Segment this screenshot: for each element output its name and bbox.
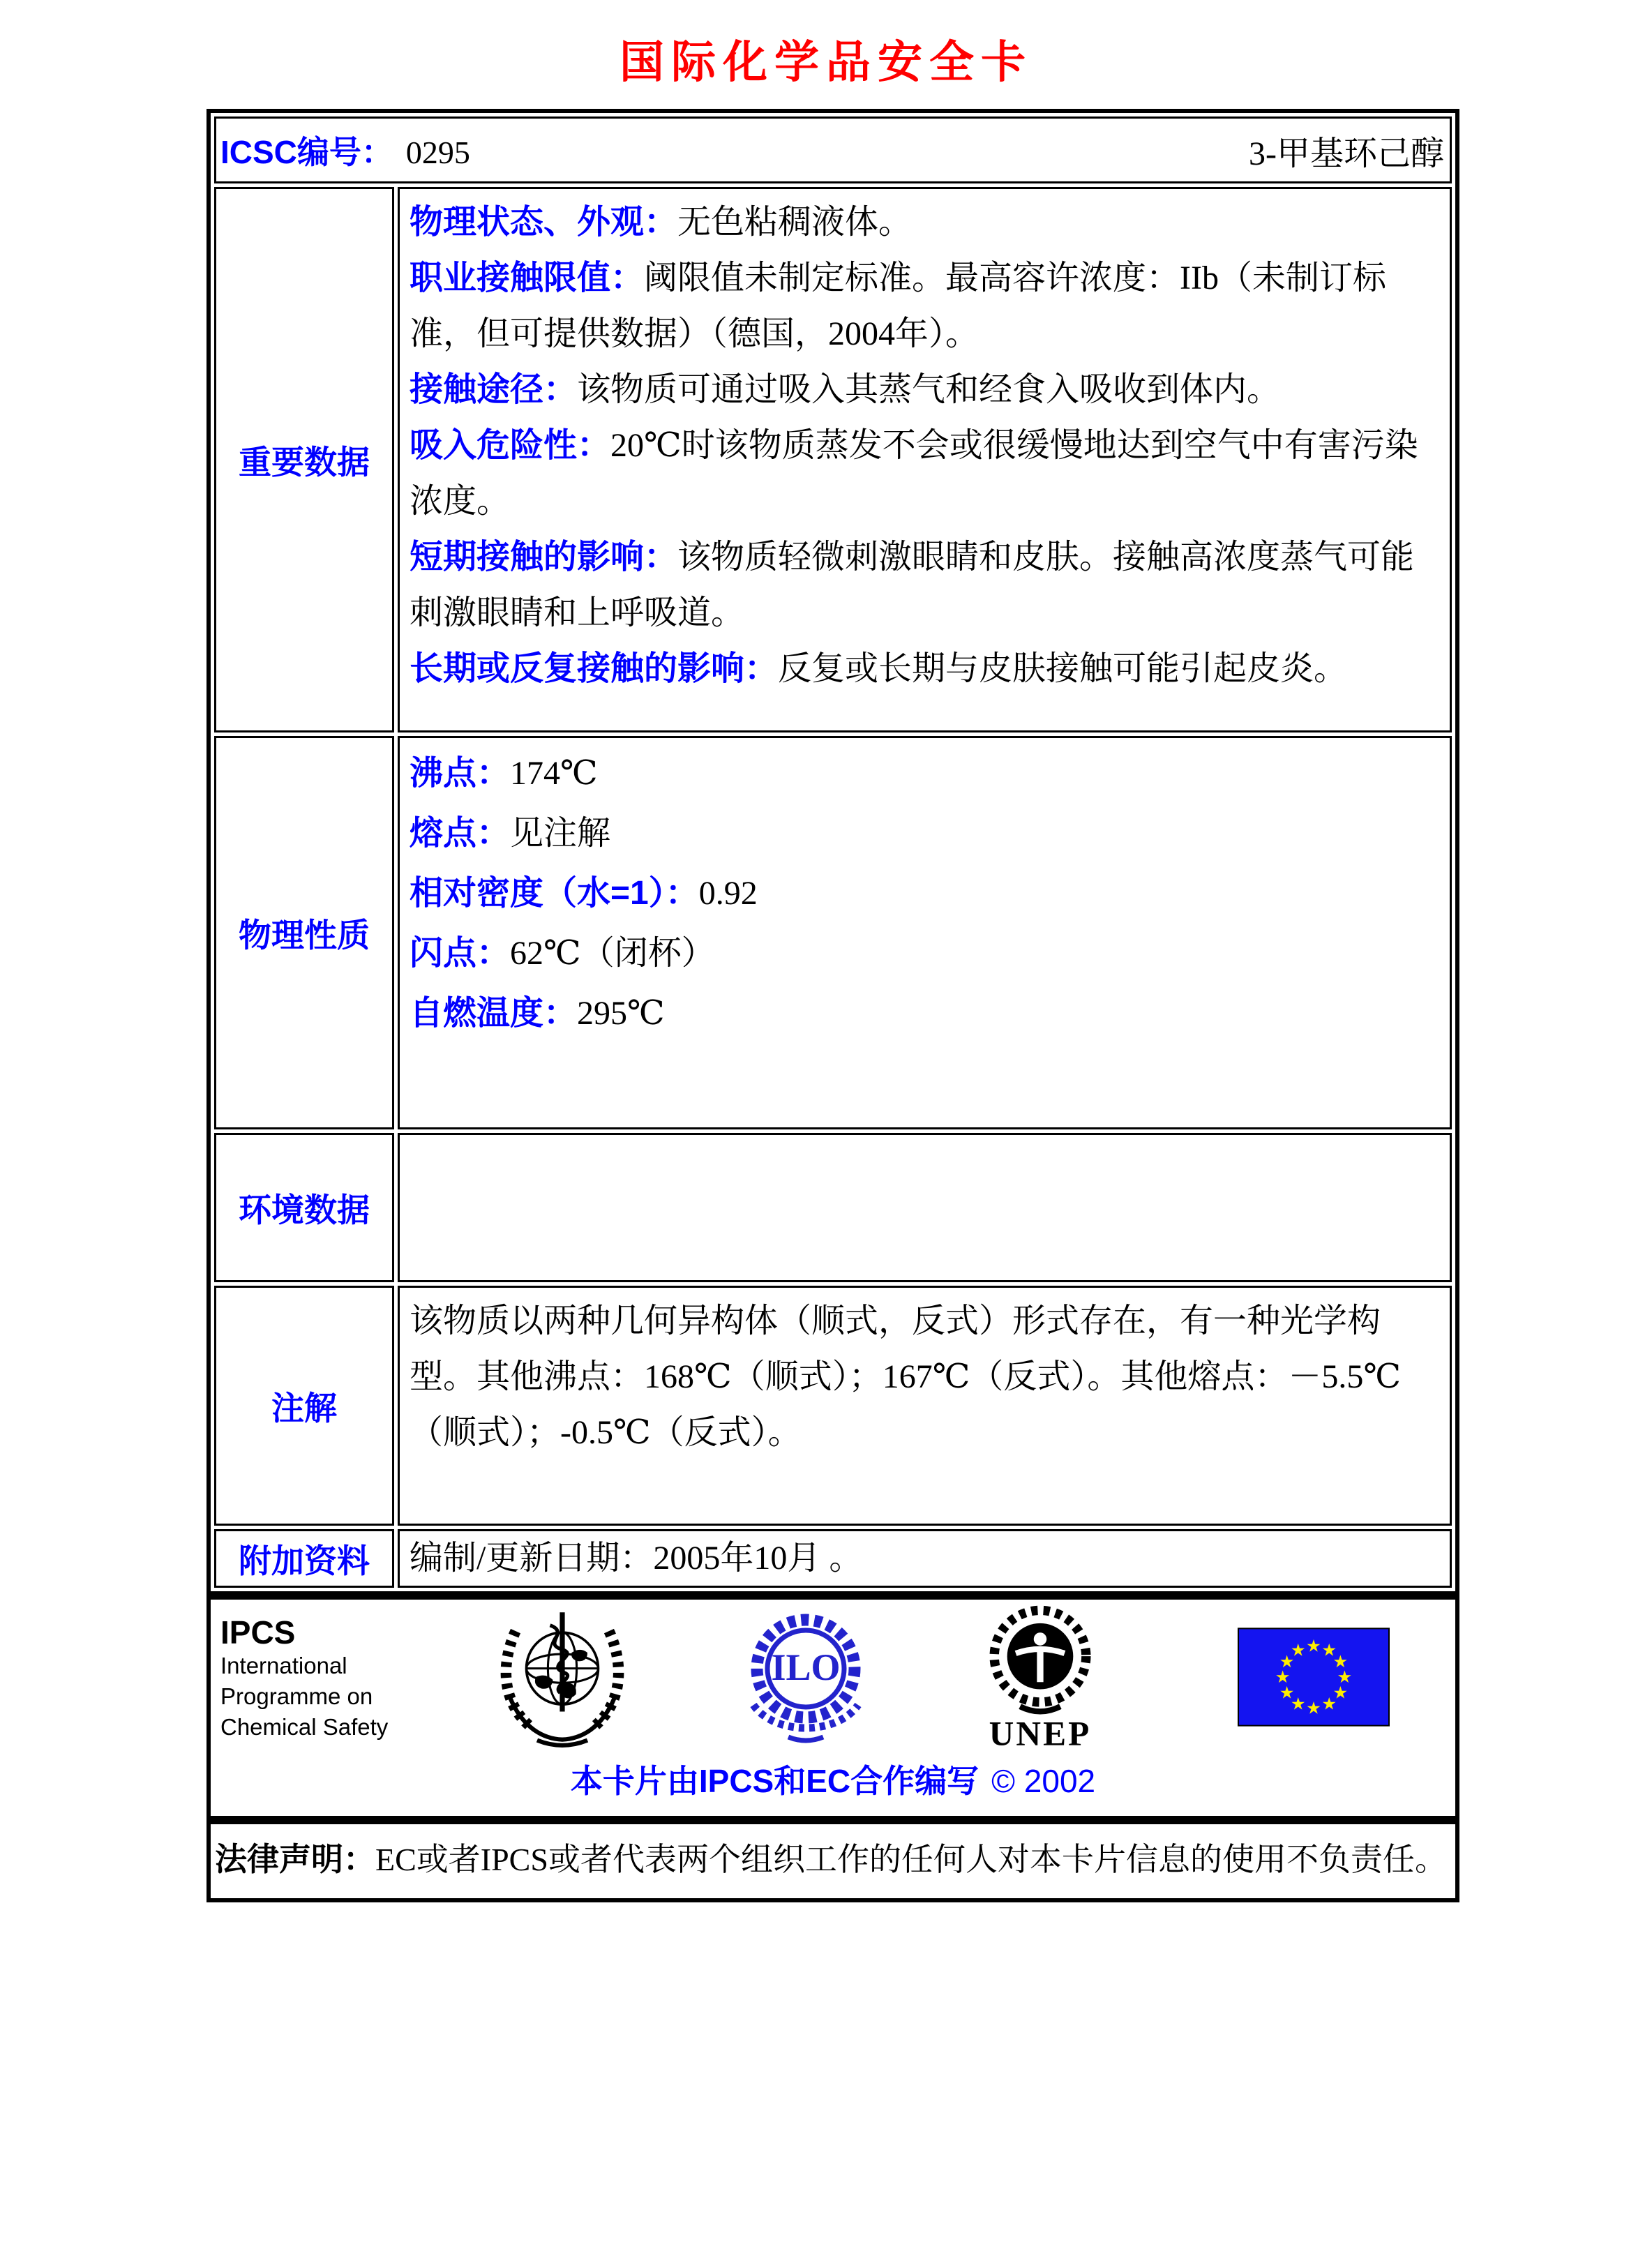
svg-text:★: ★ (1337, 1667, 1353, 1687)
ipcs-title: IPCS (220, 1614, 296, 1651)
svg-text:★: ★ (1332, 1651, 1349, 1671)
caption-text: 本卡片由IPCS和EC合作编写 (570, 1763, 979, 1799)
field-long-term-effects (410, 641, 1440, 697)
field-physical-state (410, 195, 1440, 250)
field-key: 职业接触限值： (410, 260, 645, 296)
physical-properties-content (398, 736, 1452, 1129)
field-melting-point (410, 804, 1440, 864)
field-value: 0.92 (698, 875, 758, 912)
field-value: 174℃ (510, 755, 598, 792)
icsc-number-label: ICSC编号： (220, 134, 393, 170)
notes-content: 该物质以两种几何异构体（顺式，反式）形式存在，有一种光学构型。其他沸点：168℃（顺式）；167℃（反式）。其他熔点：－5.5℃（顺式）；-0.5℃（反式）。 (398, 1286, 1452, 1526)
important-data-content (398, 187, 1452, 732)
unep-logo-text: UNEP (989, 1714, 1092, 1752)
physical-properties-label: 物理性质 (214, 736, 394, 1129)
field-occupational-limits (410, 250, 1440, 362)
svg-text:★: ★ (1321, 1640, 1337, 1660)
field-inhalation-risk (410, 418, 1440, 529)
icsc-number-group (220, 127, 470, 173)
svg-text:★: ★ (1332, 1682, 1349, 1702)
icsc-card (206, 109, 1459, 1595)
header-cell (214, 117, 1452, 183)
notes-label: 注解 (214, 1286, 394, 1526)
logos-caption (215, 1756, 1451, 1802)
who-logo-icon (494, 1605, 631, 1752)
field-key: 相对密度（水=1）： (410, 875, 699, 912)
legal-notice-text: EC或者IPCS或者代表两个组织工作的任何人对本卡片信息的使用不负责任。 (375, 1842, 1447, 1877)
ipcs-line: Chemical Safety (220, 1714, 389, 1740)
copyright-text: © 2002 (991, 1763, 1096, 1799)
logos-block (206, 1595, 1459, 1820)
field-autoignition-temperature (410, 984, 1440, 1044)
icsc-number-value: 0295 (405, 135, 470, 170)
field-key: 长期或反复接触的影响： (410, 650, 779, 687)
field-value: 该物质轻微刺激眼睛和皮肤。接触高浓度蒸气可能刺激眼睛和上呼吸道。 (410, 539, 1415, 631)
svg-text:★: ★ (1290, 1640, 1306, 1660)
svg-text:★: ★ (1279, 1651, 1295, 1671)
svg-text:★: ★ (1275, 1667, 1291, 1687)
field-value: 295℃ (577, 995, 665, 1032)
svg-text:★: ★ (1306, 1697, 1321, 1718)
header-row (214, 117, 1452, 183)
field-exposure-routes (410, 362, 1440, 418)
field-key: 接触途径： (410, 371, 578, 408)
environmental-data-row (214, 1133, 1452, 1282)
field-boiling-point (410, 744, 1440, 804)
ilo-logo-text: ILO (771, 1646, 841, 1688)
field-flash-point (410, 924, 1440, 984)
field-key: 闪点： (410, 935, 511, 972)
svg-text:★: ★ (1306, 1636, 1321, 1656)
legal-notice-label: 法律声明： (215, 1841, 375, 1877)
additional-info-content: 编制/更新日期：2005年10月 。 (398, 1529, 1452, 1588)
field-key: 物理状态、外观： (410, 204, 678, 241)
field-key: 吸入危险性： (410, 427, 611, 464)
field-value: 见注解 (510, 815, 611, 852)
environmental-data-content (398, 1133, 1452, 1282)
legal-notice-block (206, 1820, 1459, 1902)
svg-text:★: ★ (1279, 1682, 1295, 1702)
ipcs-line: International (220, 1653, 347, 1678)
ilo-logo-icon (739, 1607, 872, 1750)
important-data-label: 重要数据 (214, 187, 394, 732)
svg-text:★: ★ (1321, 1693, 1337, 1713)
field-relative-density (410, 864, 1440, 924)
field-value: 反复或长期与皮肤接触可能引起皮炎。 (778, 650, 1348, 687)
physical-properties-row (214, 736, 1452, 1129)
field-key: 短期接触的影响： (410, 539, 678, 576)
additional-info-row (214, 1529, 1452, 1588)
chemical-name: 3-甲基环己醇 (1249, 135, 1444, 172)
field-value: 20℃时该物质蒸发不会或很缓慢地达到空气中有害污染浓度。 (410, 427, 1418, 520)
field-value: 该物质可通过吸入其蒸气和经食入吸收到体内。 (577, 371, 1281, 408)
additional-info-label: 附加资料 (214, 1529, 394, 1588)
ipcs-line: Programme on (220, 1683, 373, 1709)
ipcs-text-block (220, 1614, 430, 1743)
field-value: 阈限值未制定标准。最高容许浓度：IIb（未制订标准，但可提供数据）（德国，2004年）。 (410, 260, 1386, 352)
unep-logo-icon (975, 1602, 1105, 1756)
field-value: 无色粘稠液体。 (677, 204, 913, 241)
field-short-term-effects (410, 529, 1440, 641)
field-value: 62℃（闭杯） (510, 935, 715, 972)
page-title: 国际化学品安全卡 (620, 38, 1032, 87)
important-data-row (214, 187, 1452, 732)
notes-row (214, 1286, 1452, 1526)
field-key: 熔点： (410, 815, 511, 852)
field-key: 沸点： (410, 755, 511, 792)
eu-flag-icon (1238, 1628, 1390, 1730)
environmental-data-label: 环境数据 (214, 1133, 394, 1282)
field-key: 自燃温度： (410, 995, 578, 1032)
logos-strip (215, 1607, 1451, 1750)
svg-text:★: ★ (1290, 1693, 1306, 1713)
